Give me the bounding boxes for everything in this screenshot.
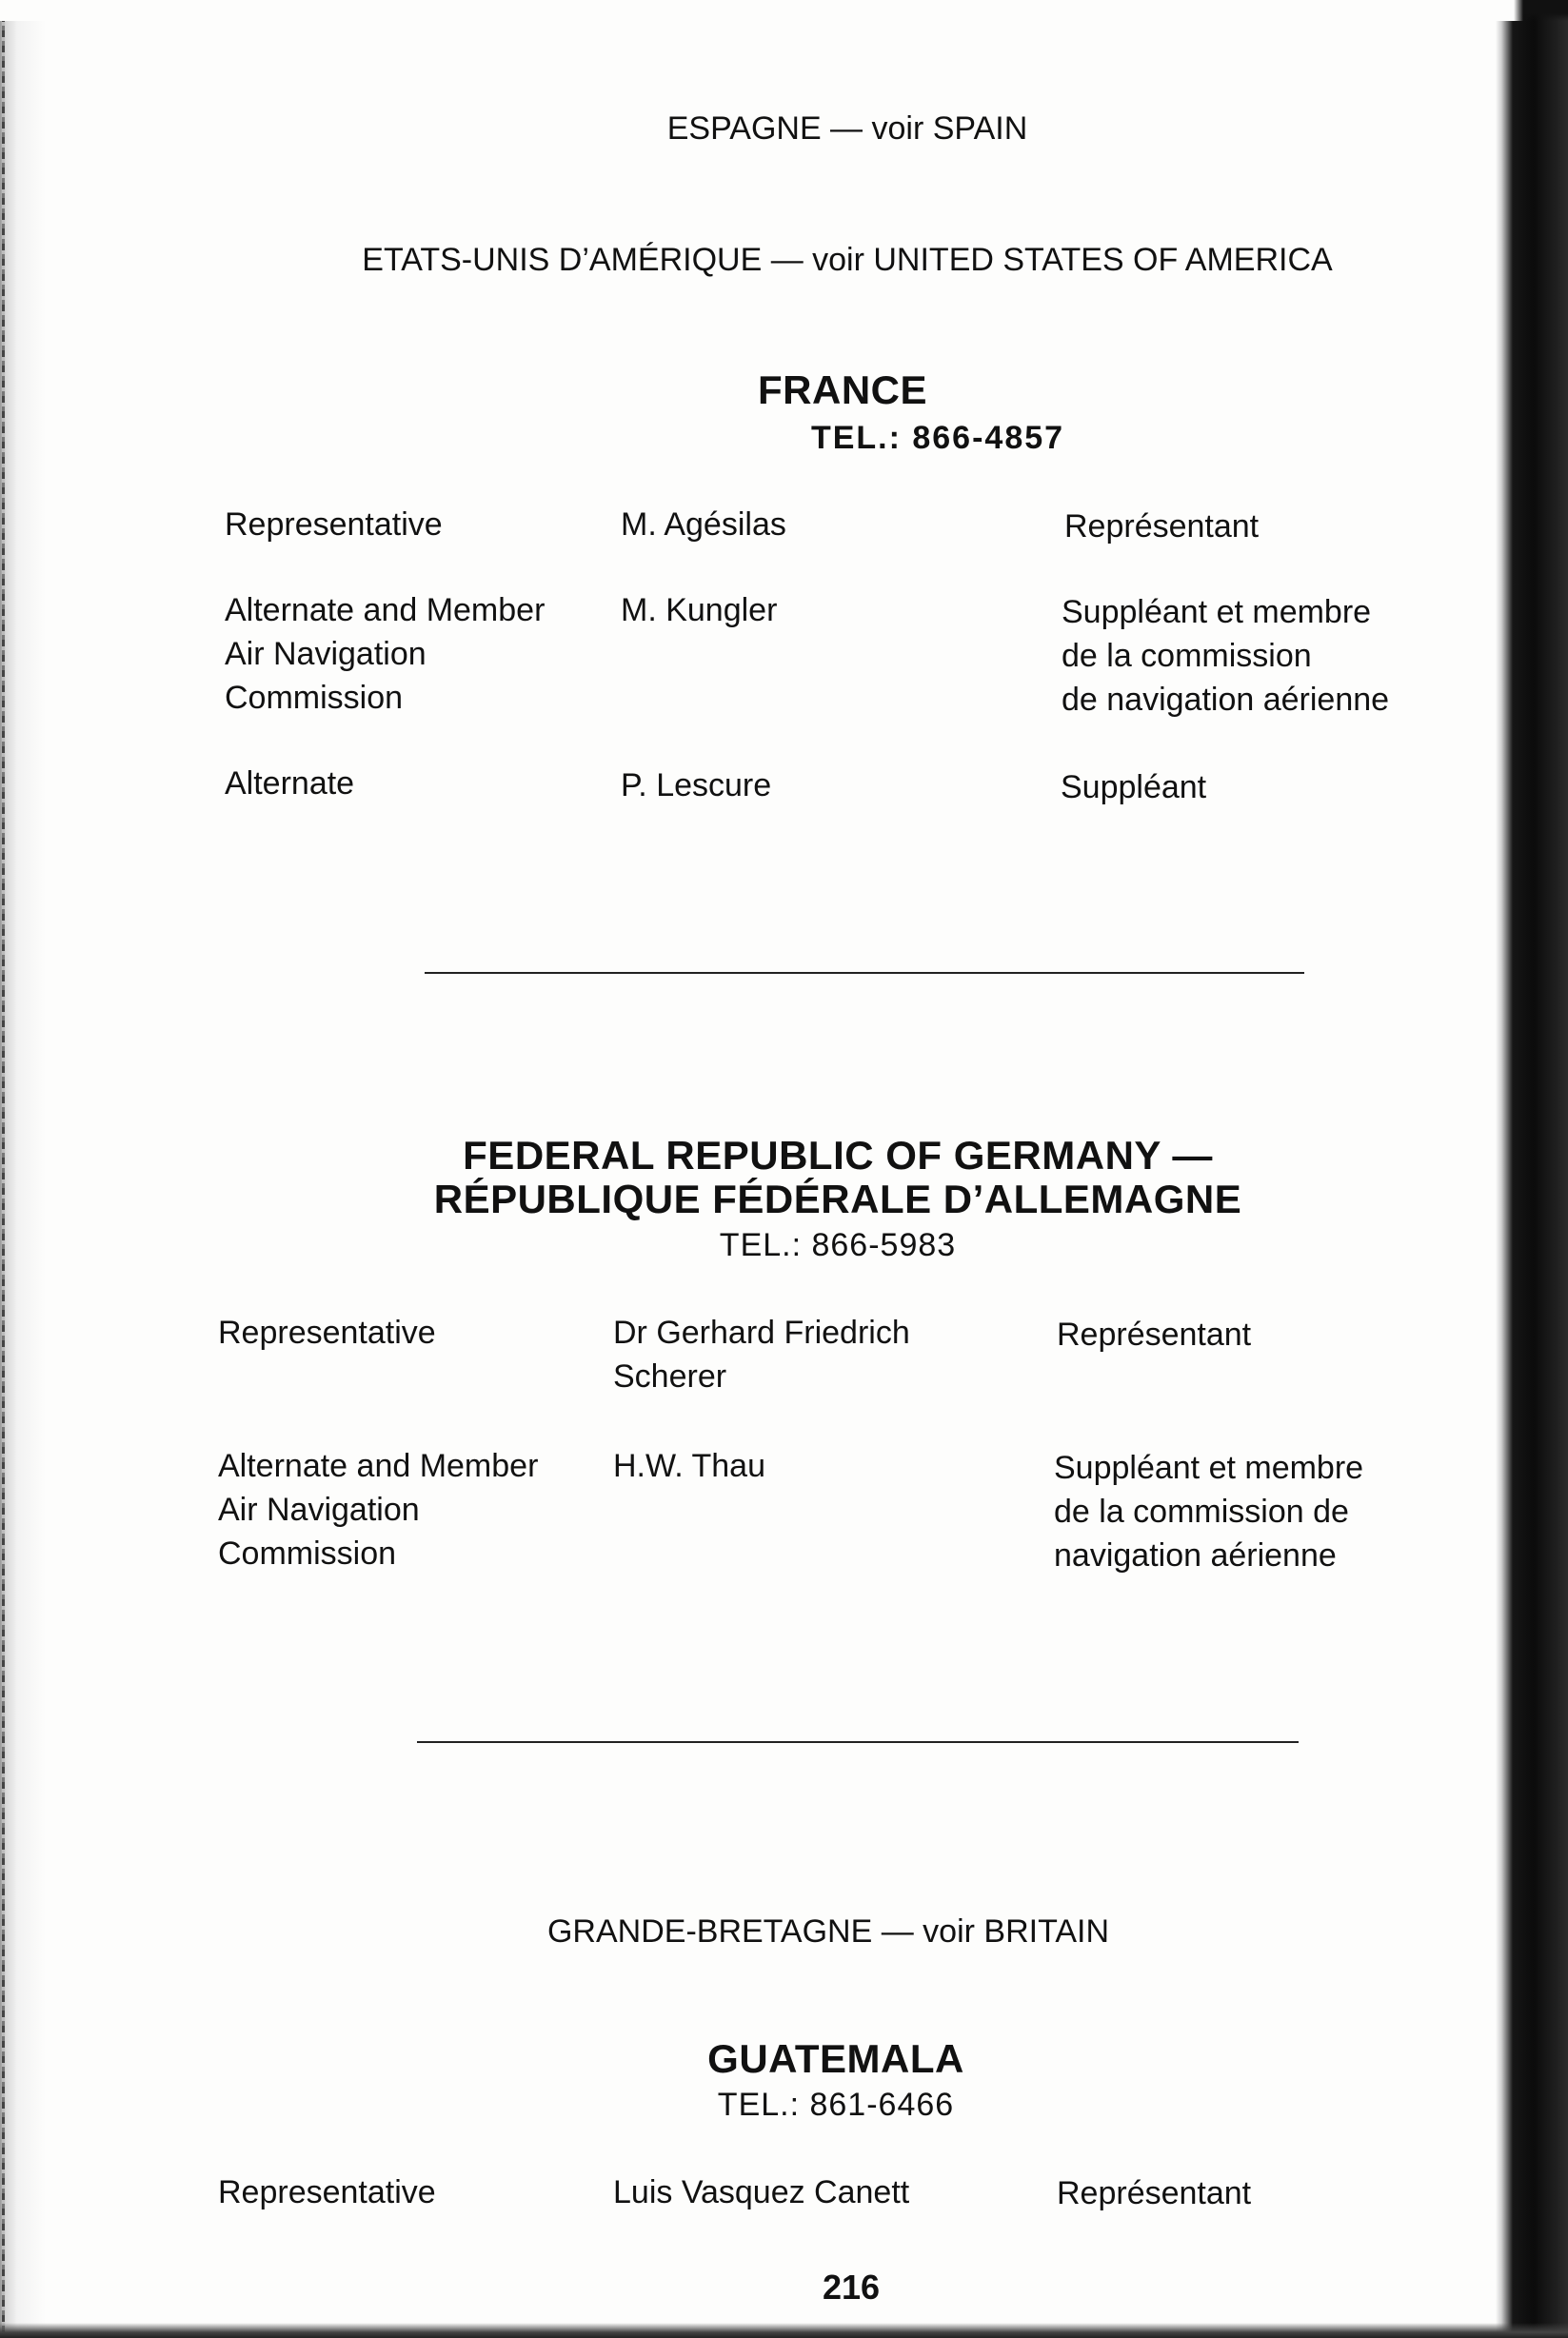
germany-role-fr: Représentant [1057,1317,1252,1353]
guatemala-name: Luis Vasquez Canett [613,2174,910,2210]
scan-left-edge [0,0,46,2338]
germany-heading-en: FEDERAL REPUBLIC OF GERMANY — [463,1133,1213,1178]
france-role-en: Alternate and Member Air Navigation Commission [225,592,546,716]
grande-bretagne-cross-reference: GRANDE-BRETAGNE — voir BRITAIN [546,1913,1110,1950]
germany-telephone: TEL.: 866-5983 [719,1227,957,1263]
espagne-cross-reference: ESPAGNE — voir SPAIN [666,110,1028,147]
guatemala-heading: GUATEMALA [707,2036,964,2081]
germany-role-en: Representative [218,1315,436,1351]
france-name: M. Kungler [621,592,778,628]
etats-unis-cross-reference: ETATS-UNIS D’AMÉRIQUE — voir UNITED STATES OF AMERICA [362,242,1333,278]
france-name: P. Lescure [621,767,772,803]
scan-bottom-edge [0,2323,1568,2338]
guatemala-role-fr: Représentant [1057,2175,1252,2211]
germany-name: Dr Gerhard Friedrich Scherer [613,1315,910,1395]
scan-right-edge [1496,0,1568,2338]
section-divider [417,1741,1299,1743]
guatemala-telephone: TEL.: 861-6466 [717,2087,955,2123]
section-divider [425,972,1304,974]
germany-heading-fr: RÉPUBLIQUE FÉDÉRALE D’ALLEMAGNE [433,1177,1242,1221]
france-name: M. Agésilas [621,506,786,543]
page-number: 216 [822,2268,881,2307]
france-role-en: Alternate [225,765,355,802]
france-heading: FRANCE [758,367,927,412]
france-role-fr: Suppléant et membre de la commission de navigation aérienne [1062,594,1390,718]
france-telephone: TEL.: 866-4857 [810,420,1065,456]
france-role-en: Representative [225,506,443,543]
guatemala-role-en: Representative [218,2174,436,2210]
germany-role-en: Alternate and Member Air Navigation Commission [218,1448,539,1572]
germany-role-fr: Suppléant et membre de la commission de navigation aérienne [1054,1450,1364,1574]
france-role-fr: Suppléant [1061,769,1207,805]
germany-name: H.W. Thau [613,1448,765,1484]
france-role-fr: Représentant [1064,508,1260,545]
